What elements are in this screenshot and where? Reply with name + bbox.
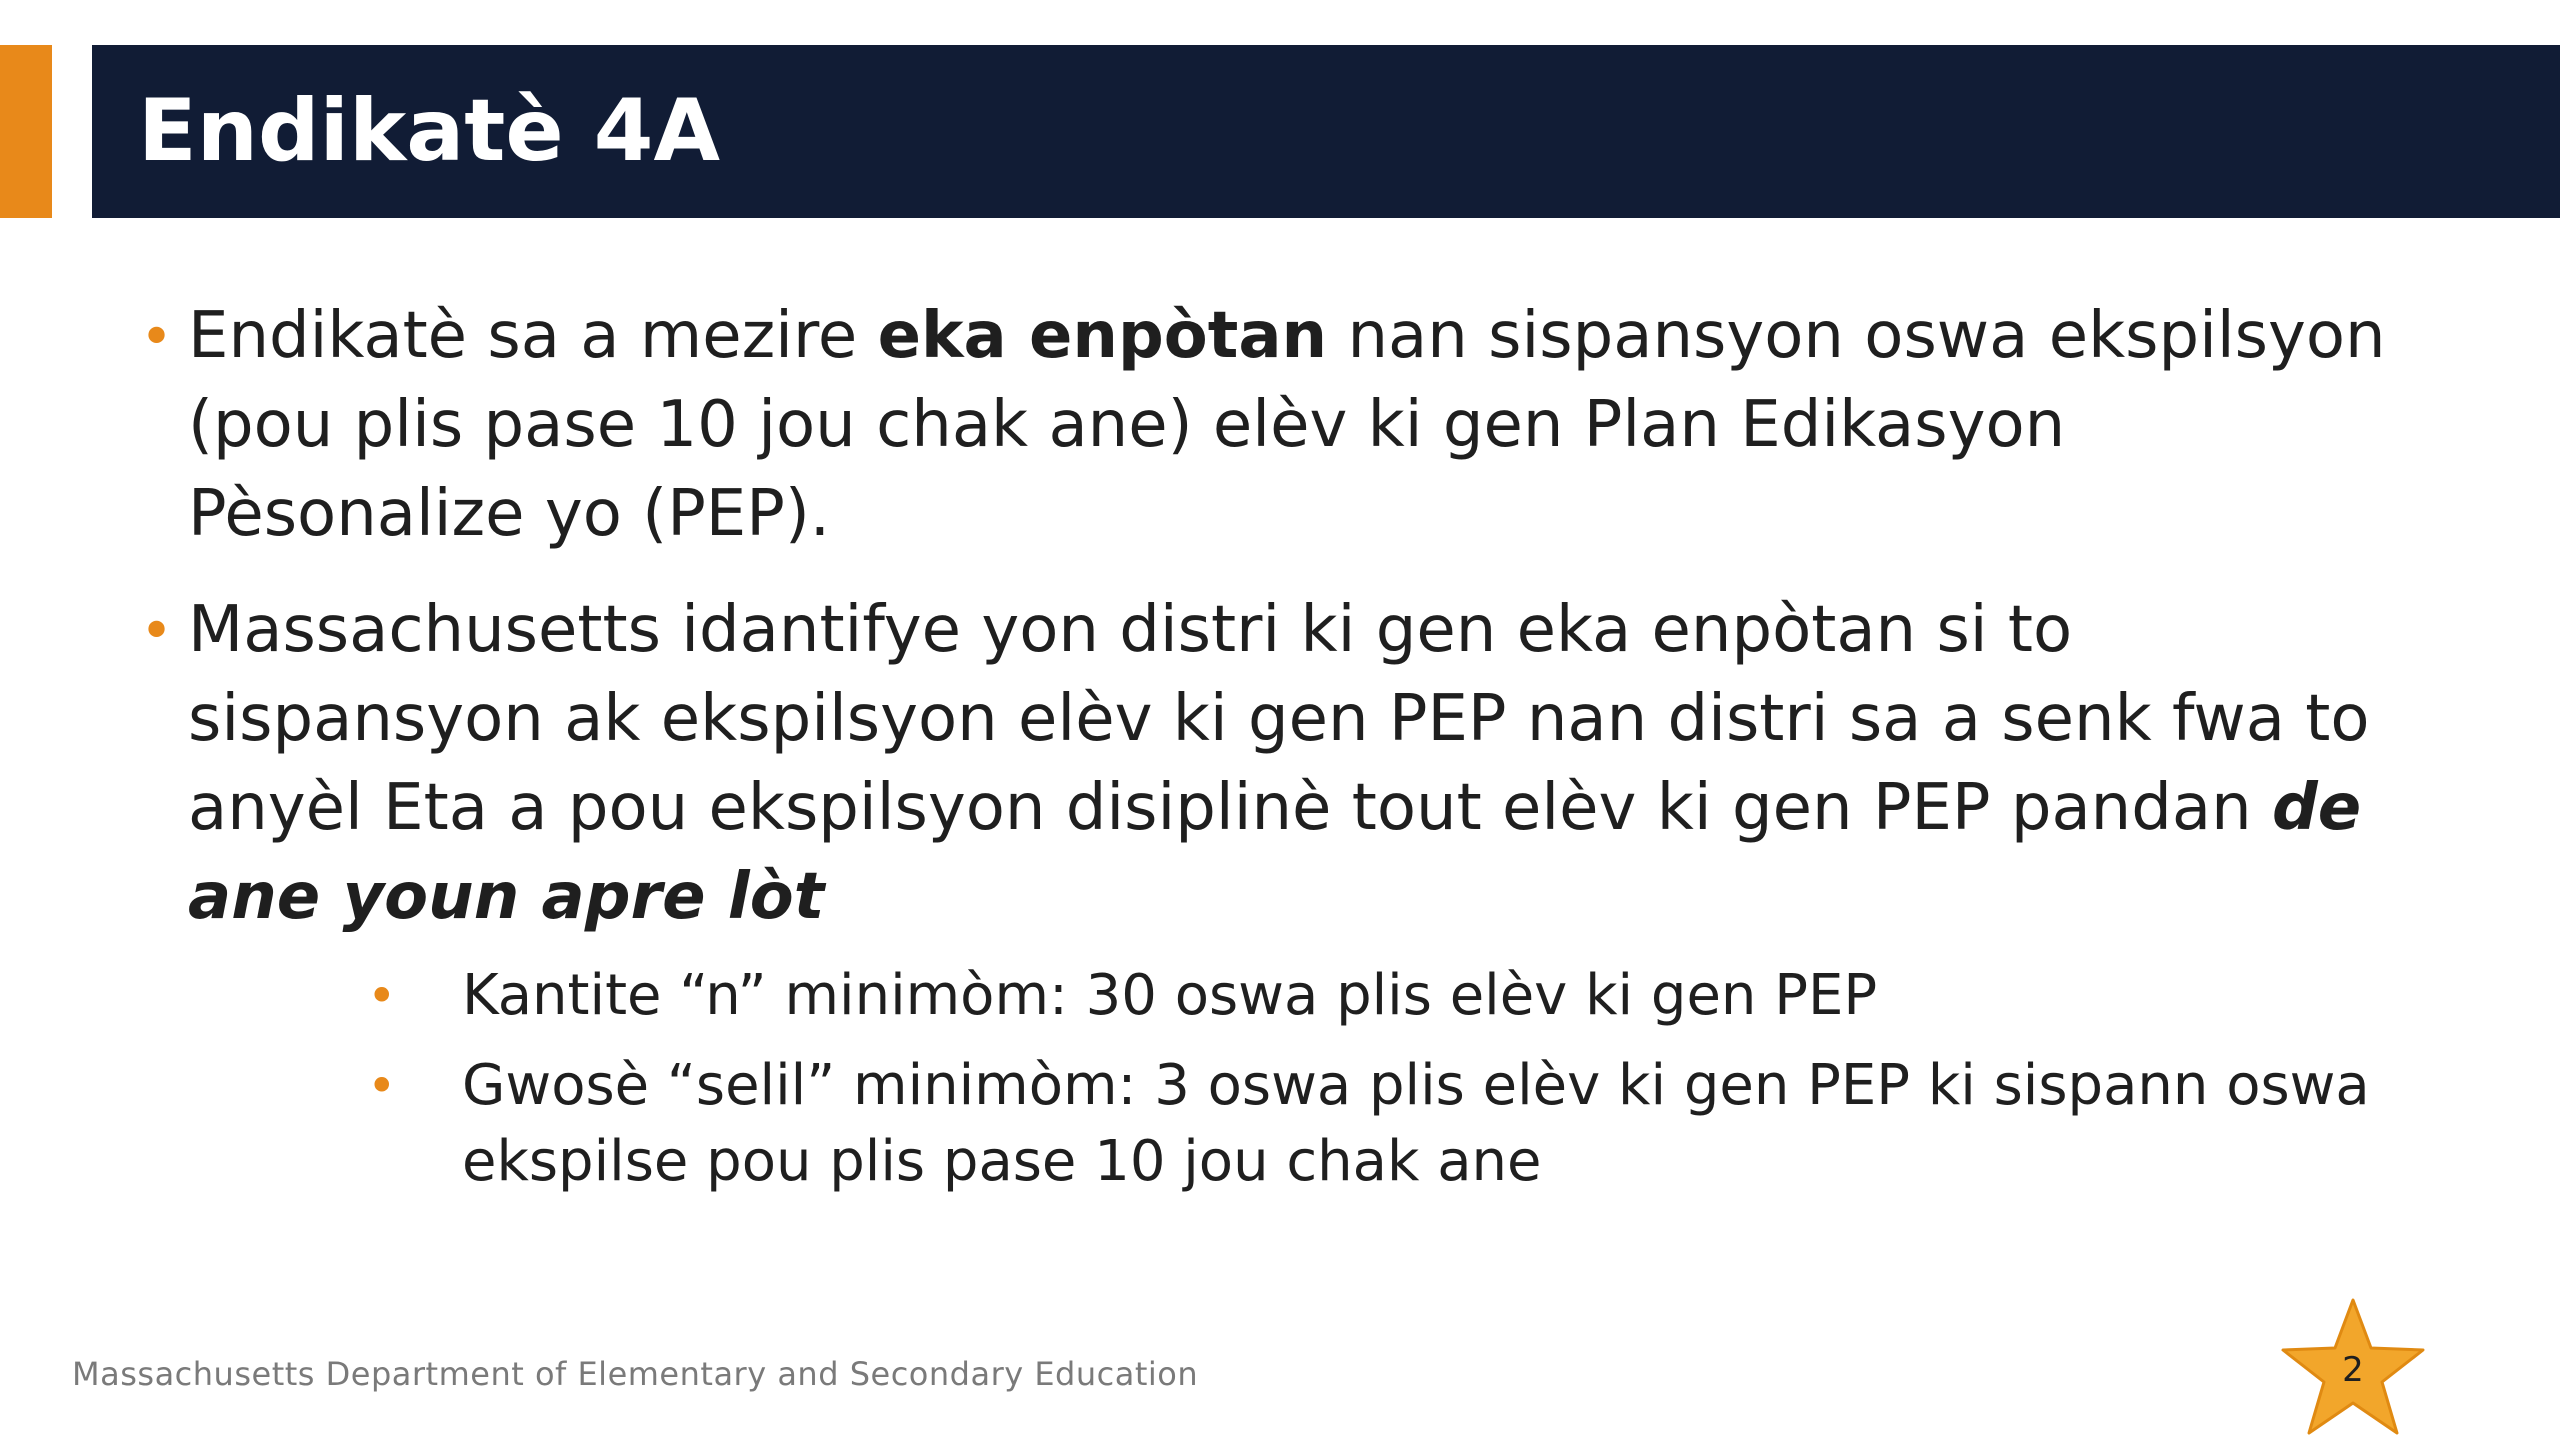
bullet-marker: •	[140, 599, 174, 664]
orange-accent-bar	[0, 45, 52, 218]
bullet-1-text-a: Endikatè sa a mezire	[188, 299, 878, 373]
sub-bullet-marker: •	[367, 967, 397, 1025]
bullet-2-text-a: Massachusetts idantifye yon distri ki gen eka enpòtan si to sispansyon ak ekspilsyon elèv ki gen PEP nan distri sa a senk fwa to anyèl Eta a pou ekspilsyon disiplinè tout elèv ki gen PEP pandan	[188, 593, 2370, 845]
sub-bullet-item-2: Gwosè “selil” minimòm: 3 oswa plis elèv ki gen PEP ki sispann oswa ekspilse pou plis pase 10 jou chak ane	[462, 1053, 2370, 1194]
bullet-1-text-b: nan sispansyon oswa ekspilsyon (pou plis pase 10 jou chak ane) elèv ki gen Plan Edikasyon Pèsonalize yo (PEP).	[188, 299, 2386, 551]
sub-bullet-marker: •	[367, 1057, 397, 1115]
slide-title: Endikatè 4A	[138, 81, 721, 181]
page-number: 2	[2342, 1350, 2364, 1390]
bullet-item-1	[188, 292, 2418, 559]
bullet-2-bold-italic: de ane youn apre lòt	[188, 771, 2362, 934]
bullet-item-2	[188, 586, 2418, 942]
bullet-marker: •	[140, 305, 174, 370]
sub-bullet-item-1: Kantite “n” minimòm: 30 oswa plis elèv ki gen PEP	[462, 963, 1878, 1028]
bullet-1-bold: eka enpòtan	[877, 299, 1328, 373]
footer-text: Massachusetts Department of Elementary and Secondary Education	[72, 1355, 1199, 1393]
